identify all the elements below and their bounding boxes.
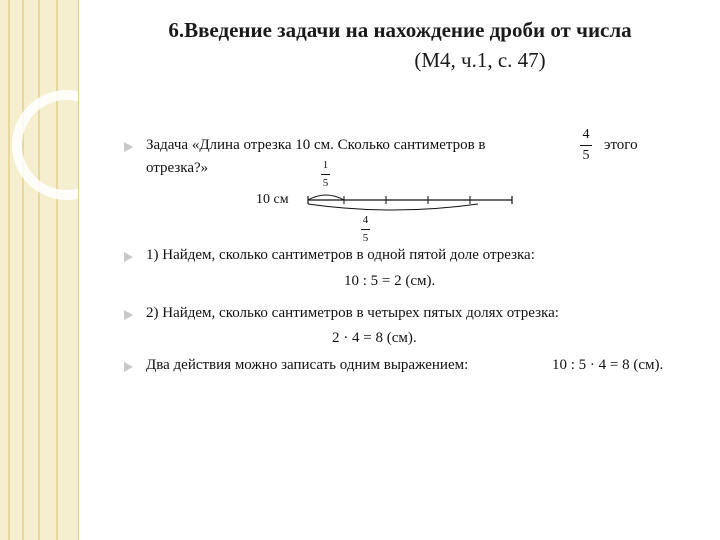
bullet-icon [124, 252, 133, 262]
band-stripe [38, 0, 40, 540]
fraction-numerator: 4 [362, 214, 369, 226]
fraction-four-fifths-main [580, 128, 592, 163]
slide-title: 6.Введение задачи на нахождение дроби от числа [168, 18, 632, 42]
fraction-denominator: 5 [362, 232, 369, 244]
step1-text: 1) Найдем, сколько сантиметров в одной пятой доле отрезка: [146, 247, 535, 263]
band-stripe [8, 0, 10, 540]
fraction-bar [580, 145, 592, 146]
bullet-icon [124, 362, 133, 372]
slide-subtitle: (М4, ч.1, с. 47) [414, 48, 546, 72]
step2-calculation: 2 · 4 = 8 (см). [332, 330, 417, 346]
fraction-denominator: 5 [322, 177, 329, 189]
fraction-numerator: 1 [322, 159, 329, 171]
fraction-denominator: 5 [582, 148, 590, 163]
segment-diagram [300, 188, 520, 218]
fraction-bar [321, 174, 330, 175]
fraction-four-fifths-below [361, 215, 370, 244]
bullet-icon [124, 142, 133, 152]
fraction-numerator: 4 [582, 127, 590, 142]
band-stripe [56, 0, 58, 540]
one-fifth-arc [308, 195, 344, 200]
step3-text: Два действия можно записать одним выражением: [146, 357, 469, 373]
four-fifths-arc [308, 204, 478, 210]
band-stripe [22, 0, 24, 540]
step3-calculation: 10 : 5 · 4 = 8 (см). [552, 357, 664, 373]
decorative-left-band [0, 0, 79, 540]
step1-calculation: 10 : 5 = 2 (см). [344, 273, 436, 289]
step2-text: 2) Найдем, сколько сантиметров в четырех пятых долях отрезка: [146, 305, 559, 321]
segment-length-label: 10 см [256, 192, 289, 207]
bullet-icon [124, 310, 133, 320]
fraction-bar [361, 229, 370, 230]
task-text-line2: отрезка?» [146, 160, 209, 176]
task-text-line1: Задача «Длина отрезка 10 см. Сколько сантиметров в [146, 137, 486, 153]
task-text-after-fraction: этого [604, 137, 638, 153]
fraction-one-fifth [321, 160, 330, 189]
